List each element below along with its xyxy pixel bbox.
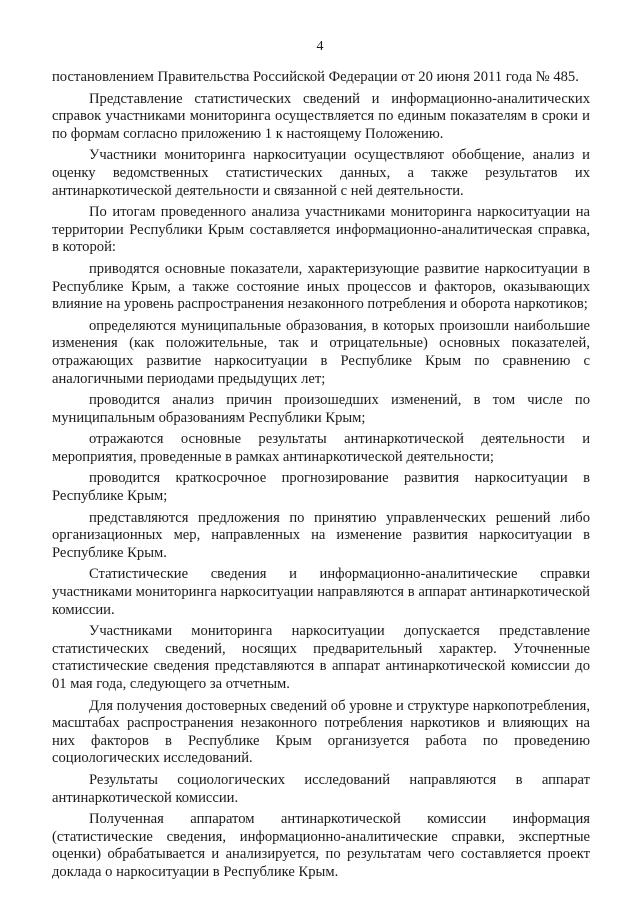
paragraph-report-intro: По итогам проведенного анализа участниками мониторинга наркоситуации на территории Республики Крым составляется информационно-аналитическая справка, в которой: — [52, 204, 590, 256]
paragraph-data-analysis: Участники мониторинга наркоситуации осуществляют обобщение, анализ и оценку ведомственных статистических данных, а также результатов их антинаркотической деятельности и связанной с ней деятельности. — [52, 147, 590, 199]
paragraph-continuation: постановлением Правительства Российской Федерации от 20 июня 2011 года № 485. — [52, 69, 579, 85]
paragraph-list-forecast: проводится краткосрочное прогнозирование развития наркоситуации в Республике Крым; — [52, 470, 590, 505]
paragraph-sociological-research: Для получения достоверных сведений об уровне и структуре наркопотребления, масштабах распространения незаконного потребления наркотиков и влияющих на них факторов в Республике Крым организуется работа по проведению социологических исследований. — [52, 697, 590, 767]
paragraph-preliminary-data: Участниками мониторинга наркоситуации допускается представление статистических сведений, носящих предварительный характер. Уточненные статистические сведения представляются в аппарат антинаркотической комиссии до 01 мая года, следующего за отчетным. — [52, 623, 590, 692]
paragraph-list-proposals: представляются предложения по принятию управленческих решений либо организационных мер, направленных на изменение развития наркоситуации в Республике Крым. — [52, 509, 590, 561]
document-body — [52, 69, 590, 886]
paragraph-final-report: Полученная аппаратом антинаркотической комиссии информация (статистические сведения, информационно-аналитические справки, экспертные оценки) обрабатывается и анализируется, по результатам чего составляется проект доклада о наркоситуации в Республике Крым. — [52, 811, 590, 880]
paragraph-research-results: Результаты социологических исследований направляются в аппарат антинаркотической комиссии. — [52, 771, 590, 806]
page-number: 4 — [316, 39, 324, 54]
paragraph-submission: Статистические сведения и информационно-аналитические справки участниками мониторинга наркоситуации направляются в аппарат антинаркотической комиссии. — [52, 566, 590, 618]
paragraph-list-indicators: приводятся основные показатели, характеризующие развитие наркоситуации в Республике Крым, а также состояние иных процессов и факторов, оказывающих влияние на уровень распространения незаконного потребления и оборота наркотиков; — [52, 260, 590, 313]
paragraph-list-causes: проводится анализ причин произошедших изменений, в том числе по муниципальным образованиям Республики Крым; — [52, 392, 590, 426]
paragraph-list-municipalities: определяются муниципальные образования, в которых произошли наибольшие изменения (как положительные, так и отрицательные) основных показателей, отражающих развитие наркоситуации в Республике Крым по сравнению с аналогичными периодами предыдущих лет; — [52, 317, 590, 387]
paragraph-list-results: отражаются основные результаты антинаркотической деятельности и мероприятия, проведенные в рамках антинаркотической деятельности; — [52, 431, 590, 465]
paragraph-reporting-terms: Представление статистических сведений и информационно-аналитических справок участниками мониторинга осуществляется по единым показателям в сроки и по формам согласно приложению 1 к настоящему Положению. — [52, 90, 590, 142]
